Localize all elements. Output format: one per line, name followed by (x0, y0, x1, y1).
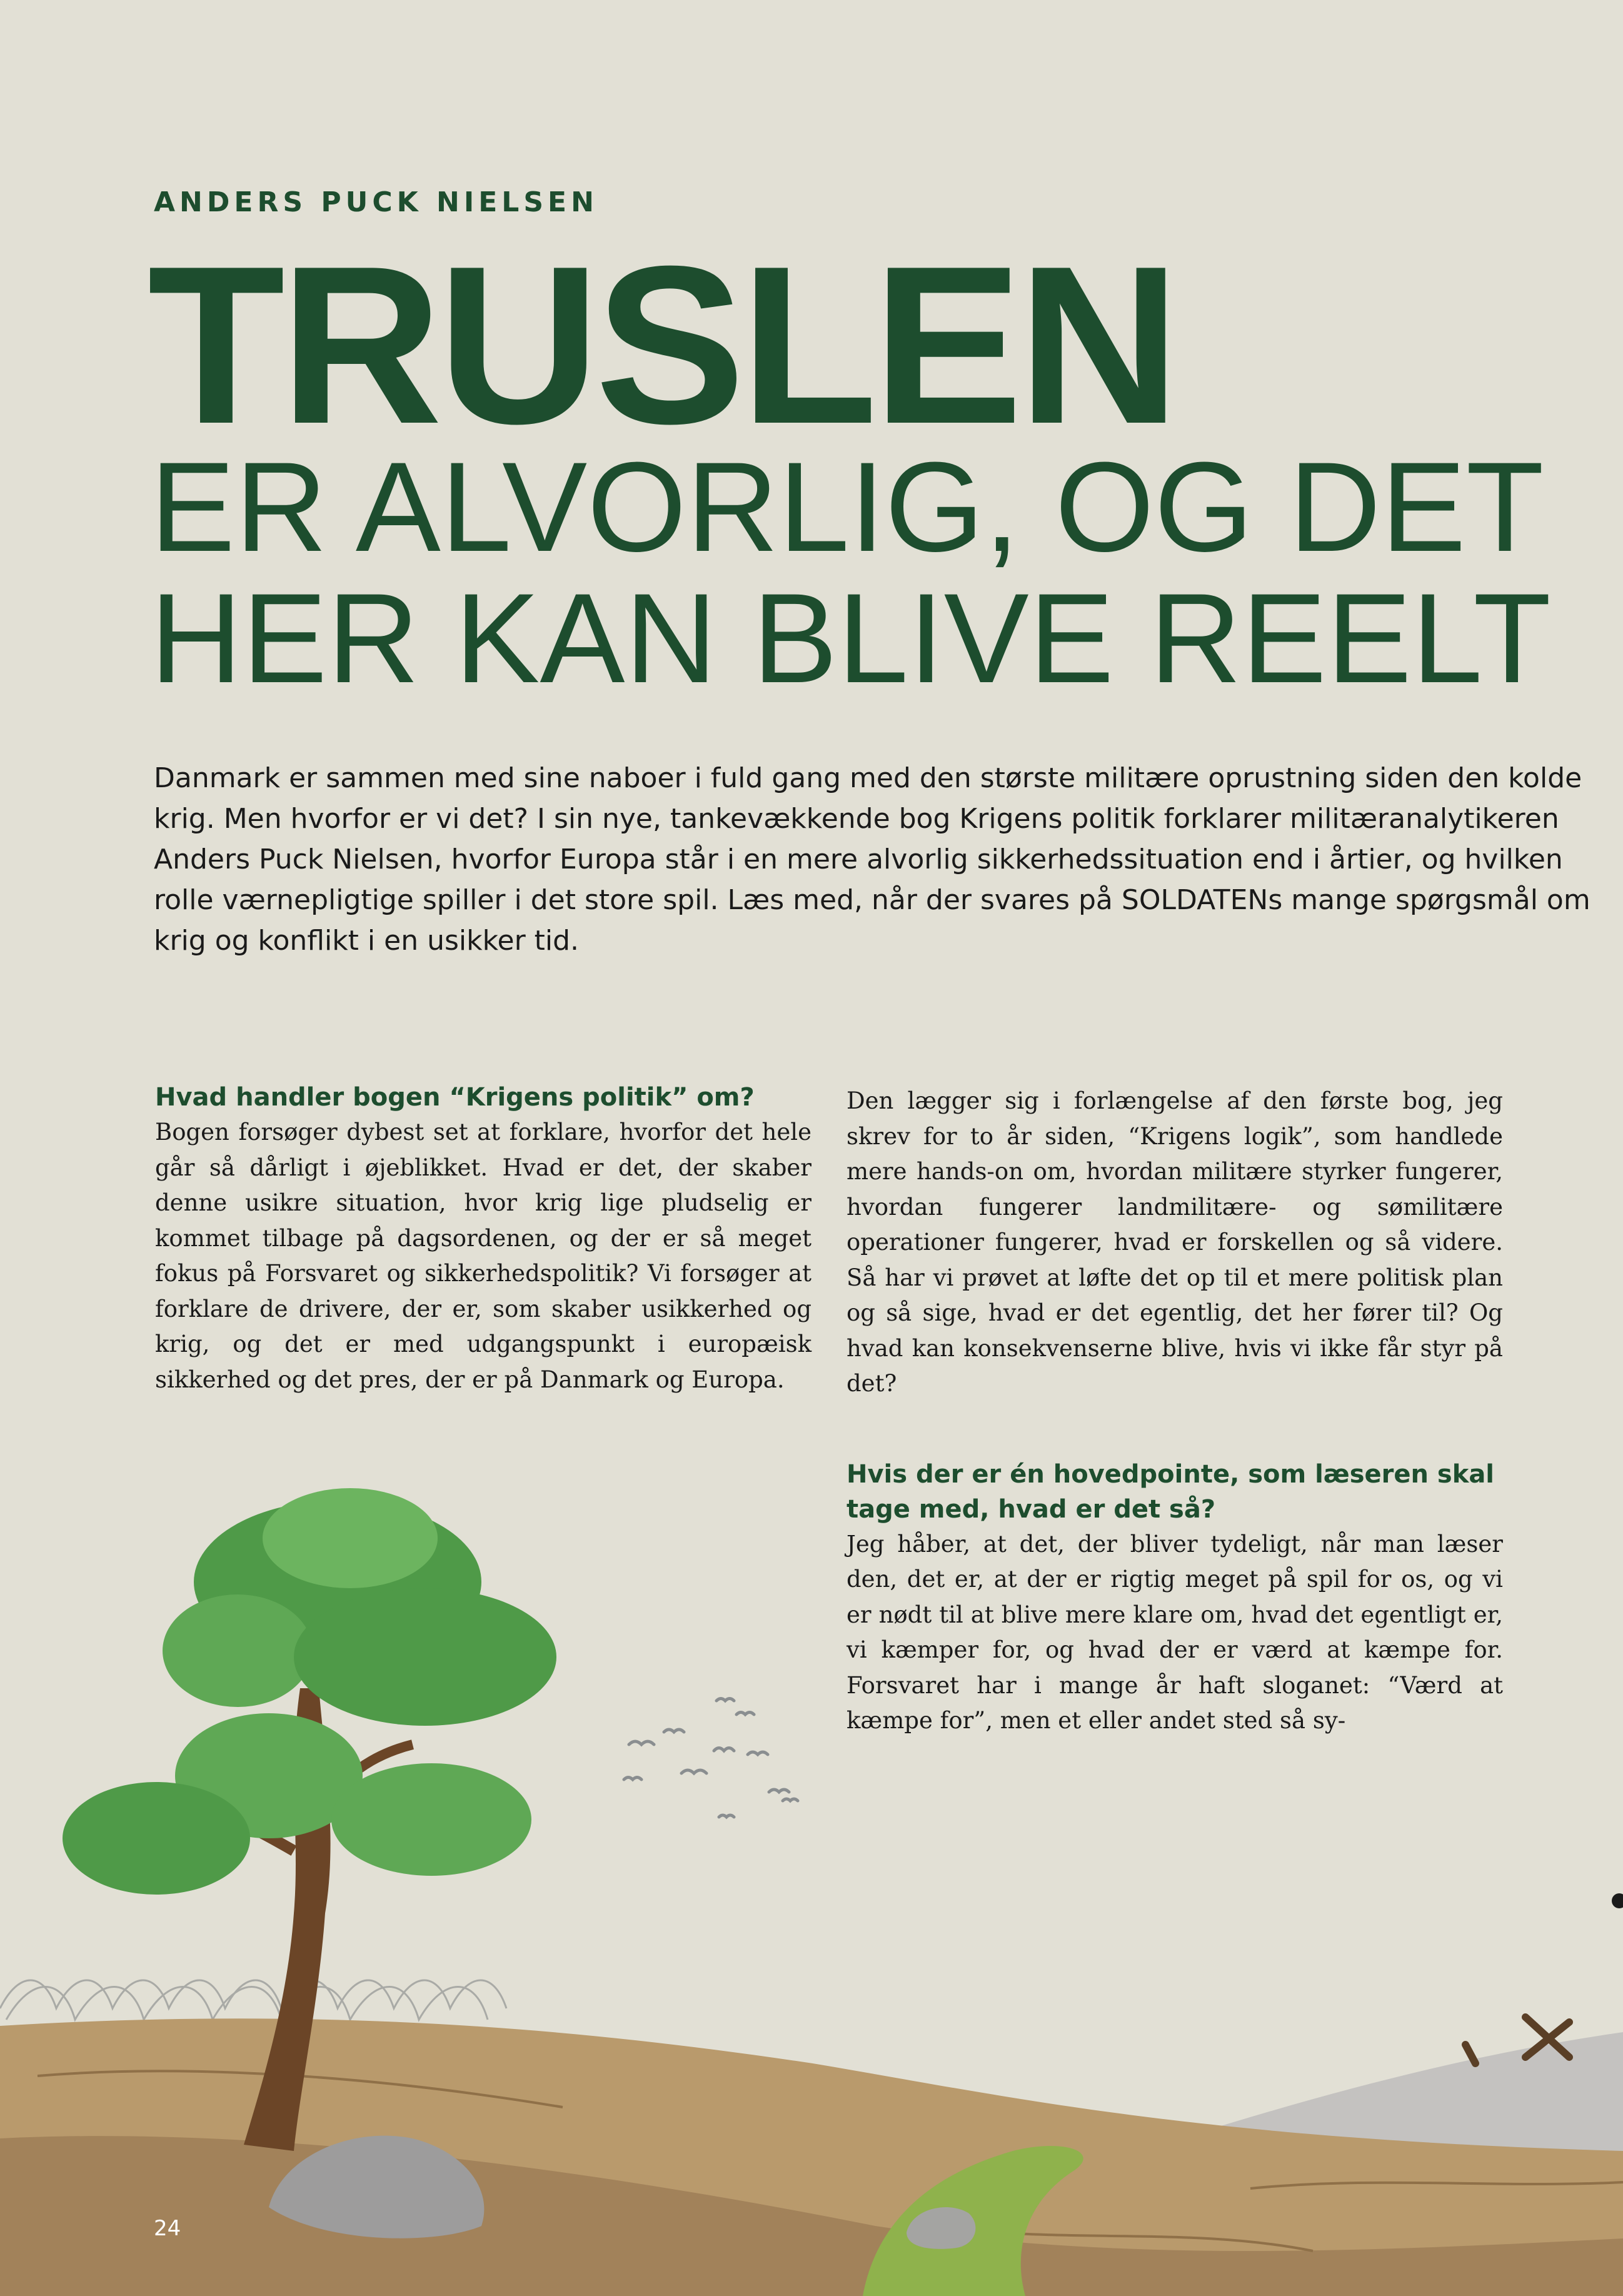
answer-paragraph: Den lægger sig i forlængelse af den første bog, jeg skrev for to år siden, “Krigens logik”, som handlede mere hands-on om, hvordan militære styrker fungerer, hvordan fungerer landmilitære- og sømilitære operationer fungerer, hvad er forskellen og så videre. Så har vi prøvet at løfte det op til et mere politisk plan og så sige, hvad er det egentlig, det her fører til? Og hvad kan konsekvenserne blive, hvis vi ikke får styr på det? (847, 1087, 1503, 1397)
answer-paragraph: Bogen forsøger dybest set at forklare, hvorfor det hele går så dårligt i øjeblikket. Hvad er det, der skaber denne usikre situation, hvor krig lige pludselig er kommet tilbage på dagsordenen, og der er så meget fokus på Forsvaret og sikkerhedspolitik? Vi forsøger at forklare de drivere, der er, som skaber usikkerhed og krig, og det er med udgangspunkt i europæisk sikkerhed og det pres, der er på Danmark og Europa. (155, 1119, 811, 1393)
intro-paragraph: Danmark er sammen med sine naboer i fuld gang med den største militære oprustning siden den kolde krig. Men hvorfor er vi det? I sin nye, tankevækkende bog Krigens politik forklarer militæranalytikeren Anders Puck Nielsen, hvorfor Europa står i en mere alvorlig sikkerhedssituation end i årtier, og hvilken rolle værnepligtige spiller i det store spil. Læs med, når der svares på SOLDATENs mange spørgsmål om krig og konflikt i en usikker tid. (154, 762, 1590, 957)
author-name: ANDERS PUCK NIELSEN (154, 186, 598, 218)
page-edge-marker (1612, 1893, 1623, 1908)
headline: TRUSLEN (148, 219, 1175, 471)
answer-paragraph: Jeg håber, at det, der bliver tydeligt, når man læser den, det er, at der er rigtig meget på spil for os, og vi er nødt til at blive mere klare om, hvad det egentligt er, vi kæmper for, og hvad der er værd at kæmpe for. Forsvaret har i mange år haft sloganet: “Værd at kæmpe for”, men et eller andet sted så sy- (847, 1530, 1503, 1734)
question-heading: Hvad handler bogen “Krigens politik” om? (155, 1083, 755, 1112)
barbed-wire (0, 1980, 506, 2020)
subheadline-line-1: ER ALVORLIG, OG DET (150, 436, 1544, 578)
page-number: 24 (154, 2216, 181, 2241)
question-heading: Hvis der er én hovedpointe, som læseren skal tage med, hvad er det så? (847, 1459, 1495, 1524)
birds-icon (624, 1699, 798, 1818)
subheadline-line-2: HER KAN BLIVE REELT (150, 567, 1551, 710)
